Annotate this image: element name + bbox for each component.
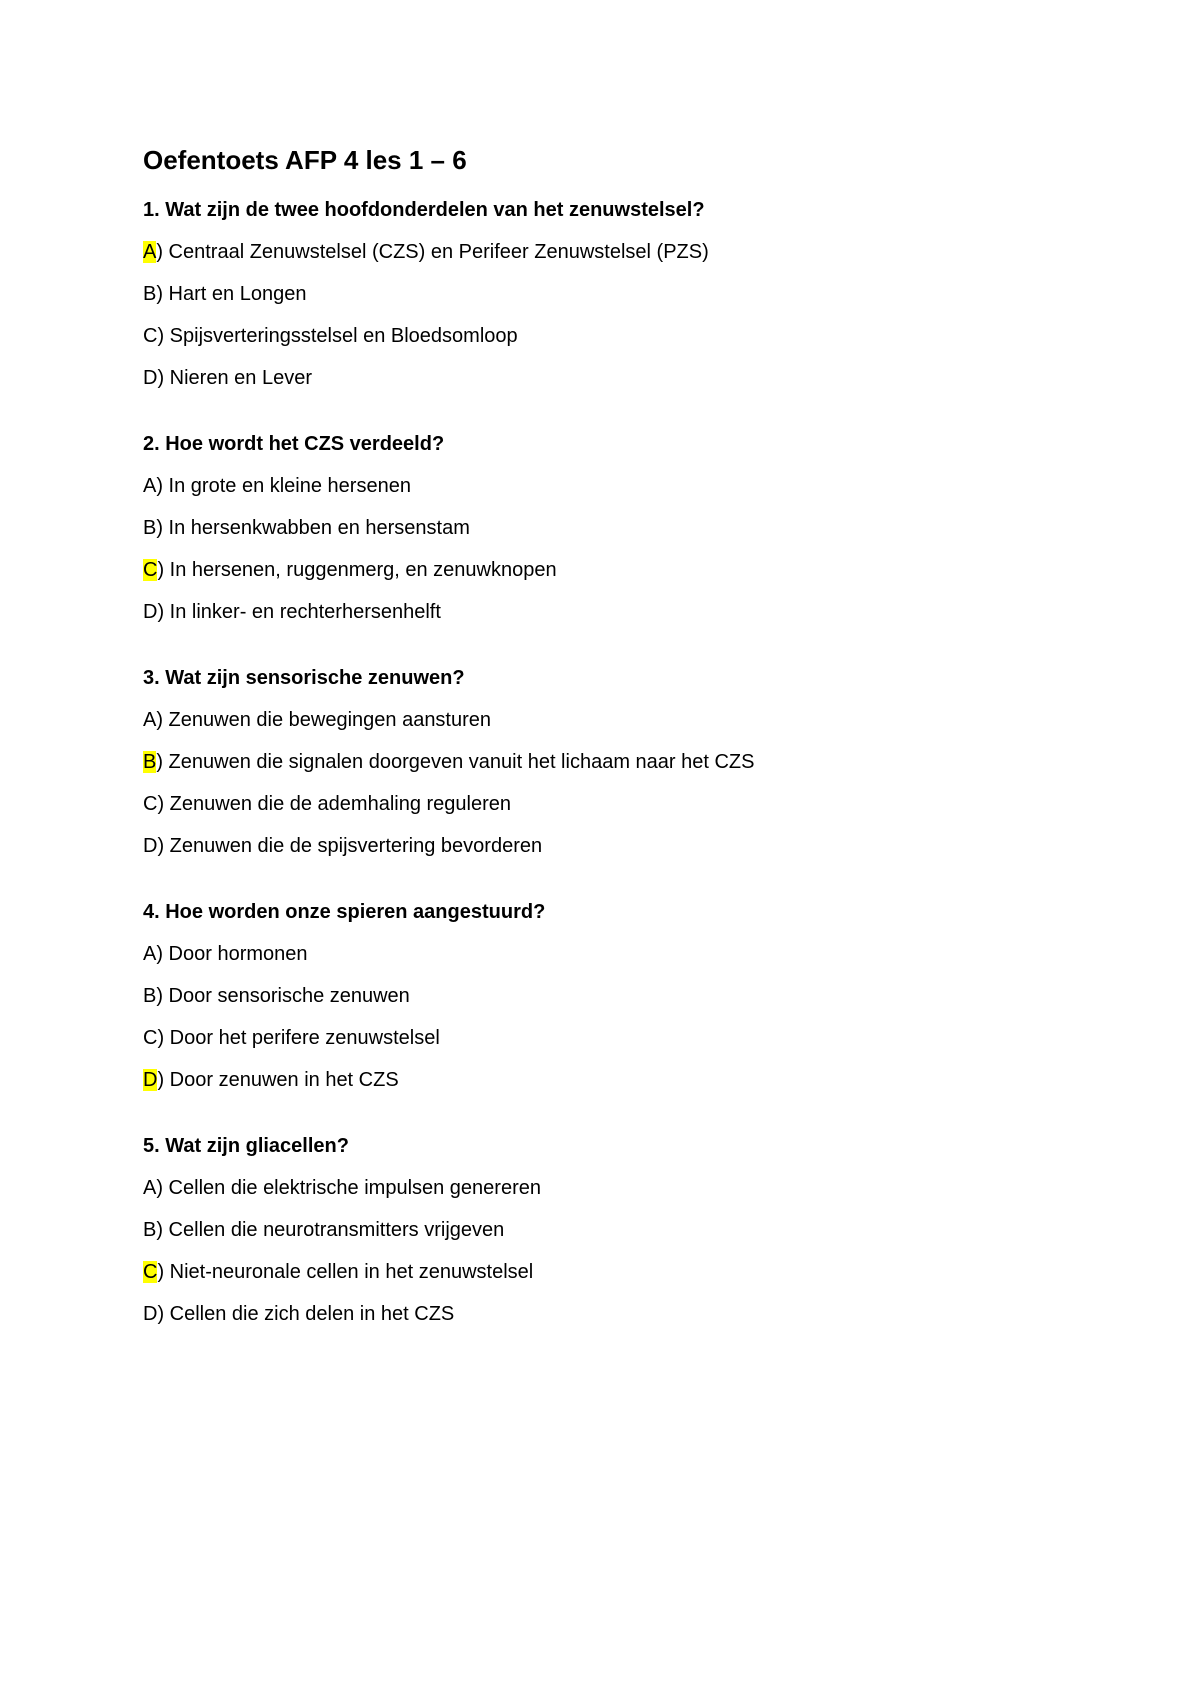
answer-option [143, 1302, 1103, 1326]
answer-option [143, 516, 1103, 540]
option-letter: C [143, 1027, 158, 1049]
option-text: ) Door zenuwen in het CZS [157, 1069, 399, 1091]
question-text: 4. Hoe worden onze spieren aangestuurd? [143, 901, 546, 923]
option-letter: A [143, 1177, 157, 1199]
option-text: ) In hersenen, ruggenmerg, en zenuwknopen [157, 559, 557, 581]
option-text: ) Niet-neuronale cellen in het zenuwstelsel [157, 1261, 534, 1283]
answer-option [143, 1068, 1103, 1092]
question-text: 3. Wat zijn sensorische zenuwen? [143, 667, 465, 689]
correct-answer-highlight: C [143, 1261, 158, 1283]
question-5 [143, 1134, 1103, 1326]
option-letter: C [143, 793, 158, 815]
option-text: ) Door het perifere zenuwstelsel [157, 1027, 440, 1049]
answer-option [143, 1176, 1103, 1200]
correct-answer-highlight: B [143, 751, 157, 773]
answer-option [143, 366, 1103, 390]
option-text: ) Door hormonen [156, 943, 308, 965]
option-letter: D [143, 835, 158, 857]
document-content [143, 140, 1103, 1368]
option-text: ) Spijsverteringsstelsel en Bloedsomloop [157, 325, 518, 347]
answer-option [143, 1218, 1103, 1242]
answer-option [143, 834, 1103, 858]
answer-option [143, 558, 1103, 582]
option-letter: A [143, 475, 157, 497]
option-letter: D [143, 601, 158, 623]
option-text: ) In hersenkwabben en hersenstam [156, 517, 470, 539]
option-text: ) In grote en kleine hersenen [156, 475, 411, 497]
option-letter: D [143, 367, 158, 389]
option-text: ) Zenuwen die bewegingen aansturen [156, 709, 492, 731]
question-text: 2. Hoe wordt het CZS verdeeld? [143, 433, 445, 455]
answer-option [143, 708, 1103, 732]
option-text: ) Cellen die neurotransmitters vrijgeven [156, 1219, 505, 1241]
option-letter: A [143, 943, 157, 965]
option-text: ) Cellen die elektrische impulsen genereren [156, 1177, 541, 1199]
option-text: ) Zenuwen die de spijsvertering bevorderen [157, 835, 543, 857]
question-text: 5. Wat zijn gliacellen? [143, 1135, 349, 1157]
correct-answer-highlight: C [143, 559, 158, 581]
option-letter: B [143, 985, 157, 1007]
option-text: ) Door sensorische zenuwen [156, 985, 410, 1007]
answer-option [143, 474, 1103, 498]
answer-option [143, 240, 1103, 264]
question-3 [143, 666, 1103, 858]
answer-option [143, 282, 1103, 306]
answer-option [143, 792, 1103, 816]
option-text: ) Zenuwen die de ademhaling reguleren [157, 793, 512, 815]
answer-option [143, 750, 1103, 774]
answer-option [143, 600, 1103, 624]
option-text: ) Nieren en Lever [157, 367, 312, 389]
option-letter: D [143, 1303, 158, 1325]
answer-option [143, 1260, 1103, 1284]
option-letter: B [143, 1219, 157, 1241]
option-text: ) Cellen die zich delen in het CZS [157, 1303, 455, 1325]
question-1 [143, 198, 1103, 390]
option-text: ) Centraal Zenuwstelsel (CZS) en Perifeer Zenuwstelsel (PZS) [156, 241, 709, 263]
option-letter: C [143, 325, 158, 347]
answer-option [143, 984, 1103, 1008]
question-2 [143, 432, 1103, 624]
option-text: ) In linker- en rechterhersenhelft [157, 601, 441, 623]
answer-option [143, 942, 1103, 966]
option-letter: A [143, 709, 157, 731]
answer-option [143, 1026, 1103, 1050]
option-letter: B [143, 517, 157, 539]
question-4 [143, 900, 1103, 1092]
option-letter: B [143, 283, 157, 305]
document-title: Oefentoets AFP 4 les 1 – 6 [143, 145, 467, 175]
question-text: 1. Wat zijn de twee hoofdonderdelen van het zenuwstelsel? [143, 199, 705, 221]
correct-answer-highlight: D [143, 1069, 158, 1091]
option-text: ) Zenuwen die signalen doorgeven vanuit het lichaam naar het CZS [156, 751, 755, 773]
answer-option [143, 324, 1103, 348]
option-text: ) Hart en Longen [156, 283, 307, 305]
correct-answer-highlight: A [143, 241, 157, 263]
